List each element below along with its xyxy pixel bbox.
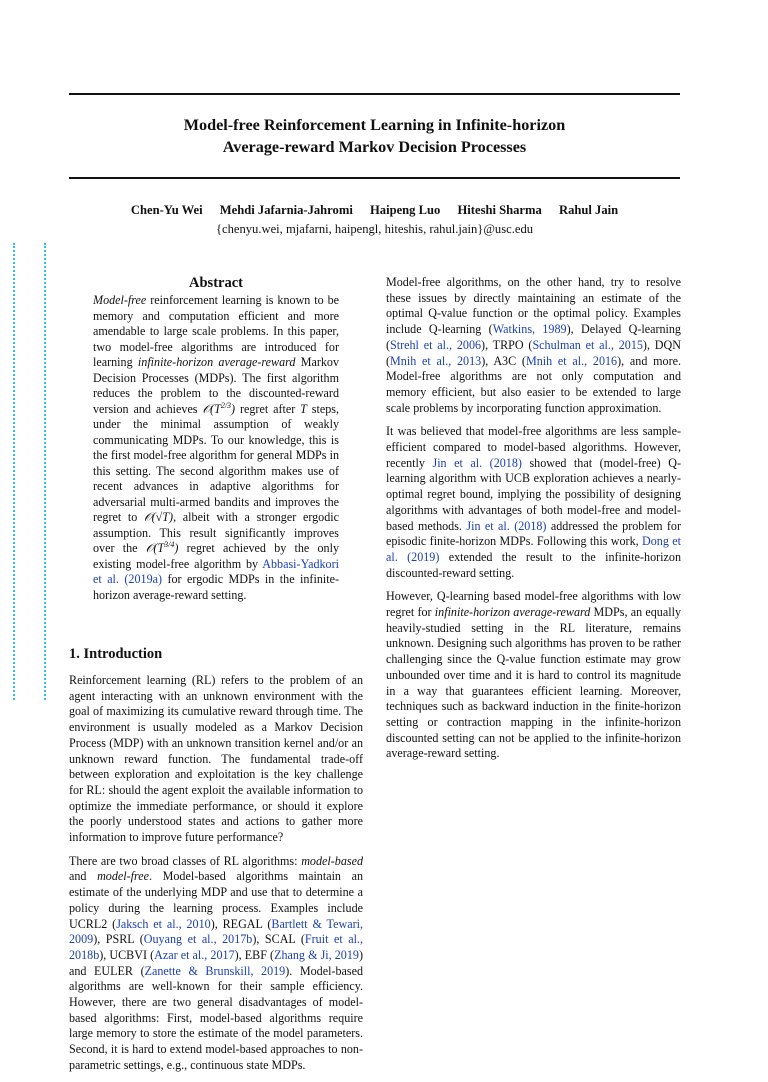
paragraph: Reinforcement learning (RL) refers to the problem of an agent interacting with an unknown environment with the goal of maximizing its cumulative reward through time. The environment is usually modeled as a Markov Decision Process (MDP) with an unknown transition kernel and/or an unknown reward function. The fundamental trade-off between exploration and exploitation is the key challenge for RL: should the agent exploit the available information to optimize the immediate performance, or should it explore the poorly understood states and actions to gather more information to improve future performance? xyxy=(69,673,363,845)
margin-highlight-box xyxy=(13,243,46,700)
emphasis: infinite-horizon average-reward xyxy=(137,355,296,369)
author-list xyxy=(69,202,680,219)
citation-link[interactable]: Zhang & Ji, 2019 xyxy=(274,947,359,962)
paragraph: It was believed that model-free algorithms are less sample-efficient compared to model-based algorithms. However, recently Jin et al. (2018) showed that (model-free) Q-learning algorithm with UCB exploration achieves a nearly-optimal regret bound, implying the possibility of designing algorithms with advantages of both model-free and model-based methods. Jin et al. (2018) addressed the problem for episodic finite-horizon MDPs. Following this work, Dong et al. (2019) extended the result to the infinite-horizon discounted-reward setting. xyxy=(386,424,681,580)
emphasis: model-free xyxy=(97,869,149,884)
paragraph: Model-free algorithms, on the other hand, try to resolve these issues by directly maintaining an estimate of the optimal Q-value function or the optimal policy. Examples include Q-learning (Watkins, 1989), Delayed Q-learning (Strehl et al., 2006), TRPO (Schulman et al., 2015), DQN (Mnih et al., 2013), A3C (Mnih et al., 2016), and more. Model-free algorithms are not only computation and memory efficient, but also easier to be extended to large scale problems by incorporating function approximation. xyxy=(386,275,681,415)
abstract-heading: Abstract xyxy=(189,275,243,291)
author-name: Chen-Yu Wei xyxy=(130,203,203,217)
citation-link[interactable]: Mnih et al., 2016 xyxy=(525,353,618,368)
citation-link[interactable]: Mnih et al., 2013 xyxy=(390,353,482,368)
emphasis: infinite-horizon average-reward xyxy=(434,605,591,620)
top-rule xyxy=(69,93,680,95)
citation-link[interactable]: Zanette & Brunskill, 2019 xyxy=(144,963,286,978)
author-name: Mehdi Jafarnia-Jahromi xyxy=(219,203,353,217)
left-column-body xyxy=(69,673,363,1082)
abstract-text: regret after xyxy=(235,401,301,416)
abstract-text: reinforcement learning is known to be memory and computation efficient and more amendable to large scale problems. In this paper, two model-free algorithms are introduced for learning xyxy=(93,293,339,369)
author-name: Rahul Jain xyxy=(558,203,619,217)
citation-link[interactable]: Azar et al., 2017 xyxy=(154,947,235,962)
citation-link[interactable]: Strehl et al., 2006 xyxy=(390,337,482,352)
abstract-text: , albeit with a stronger ergodic assumption. This result significantly improves over the xyxy=(93,510,340,555)
math-expression: 𝒪(√T) xyxy=(144,510,174,524)
emphasis: model-based xyxy=(301,853,363,868)
citation-link[interactable]: Schulman et al., 2015 xyxy=(532,337,643,352)
paper-title xyxy=(69,114,680,158)
author-name: Haipeng Luo xyxy=(369,203,441,217)
author-name: Hiteshi Sharma xyxy=(457,203,542,217)
paragraph: However, Q-learning based model-free algorithms with low regret for infinite-horizon average-reward MDPs, an equally heavily-studied setting in the RL literature, remains unknown. Designing such algorithms has proven to be rather challenging since the Q-value function estimate may grow unbounded over time and it is hard to control its magnitude in a way that guarantees efficient learning. Moreover, techniques such as backward induction in the finite-horizon setting or contraction mapping in the infinite-horizon discounted setting can not be applied to the infinite-horizon average-reward setting. xyxy=(386,589,681,761)
title-line-2: Average-reward Markov Decision Processes xyxy=(222,138,527,156)
bottom-rule xyxy=(69,177,680,179)
citation-link[interactable]: Watkins, 1989 xyxy=(492,322,567,337)
emphasis: Model-free xyxy=(93,293,147,307)
math-expression: $𝒪(T^{2/3})$ xyxy=(202,400,236,416)
citation-link[interactable]: Ouyang et al., 2017b xyxy=(143,932,253,947)
author-emails: {chenyu.wei, mjafarni, haipengl, hiteshis, rahul.jain}@usc.edu xyxy=(215,222,534,236)
citation-link[interactable]: Fruit et al., 2018b xyxy=(69,932,363,962)
right-column-body xyxy=(386,275,681,770)
title-line-1: Model-free Reinforcement Learning in Infinite-horizon xyxy=(183,116,566,134)
citation-link[interactable]: Dong et al. (2019) xyxy=(386,534,681,564)
citation-link[interactable]: Jaksch et al., 2010 xyxy=(116,916,211,931)
abstract-text: Markov Decision Processes (MDPs). The first algorithm reduces the problem to the discounted-reward version and achieves xyxy=(93,355,340,416)
abstract-text: regret achieved by the only existing model-free algorithm by xyxy=(93,541,340,571)
paragraph: There are two broad classes of RL algorithms: model-based and model-free. Model-based algorithms maintain an estimate of the underlying MDP and use that to determine a policy during the learning process. Examples include UCRL2 (Jaksch et al., 2010), REGAL (Bartlett & Tewari, 2009), PSRL (Ouyang et al., 2017b), SCAL (Fruit et al., 2018b), UCBVI (Azar et al., 2017), EBF (Zhang & Ji, 2019) and EULER (Zanette & Brunskill, 2019). Model-based algorithms are well-known for their sample efficiency. However, there are two general disadvantages of model-based algorithms: First, model-based algorithms require large memory to store the estimate of the model parameters. Second, it is hard to extend model-based approaches to non-parametric settings, e.g., continuous state MDPs. xyxy=(69,853,363,1072)
math-expression: T xyxy=(300,401,307,416)
section-heading-introduction: 1. Introduction xyxy=(69,646,163,662)
citation-link[interactable]: Bartlett & Tewari, 2009 xyxy=(69,916,363,947)
abstract-text: steps, under the minimal assumption of weakly communicating MDPs. To our knowledge, this is the first model-free algorithm for general MDPs in this setting. The second algorithm makes use of recent advances in adaptive algorithms for adversarial multi-armed bandits and improves the regret to xyxy=(93,401,340,524)
abstract-body xyxy=(93,293,339,603)
math-expression: $𝒪(T^{3/4})$ xyxy=(145,539,179,555)
citation-link[interactable]: Jin et al. (2018) xyxy=(466,518,547,533)
citation-link[interactable]: Abbasi-Yadkori et al. (2019a) xyxy=(93,556,339,586)
abstract-text: for ergodic MDPs in the infinite-horizon average-reward setting. xyxy=(93,572,339,602)
citation-link[interactable]: Jin et al. (2018) xyxy=(432,455,522,470)
